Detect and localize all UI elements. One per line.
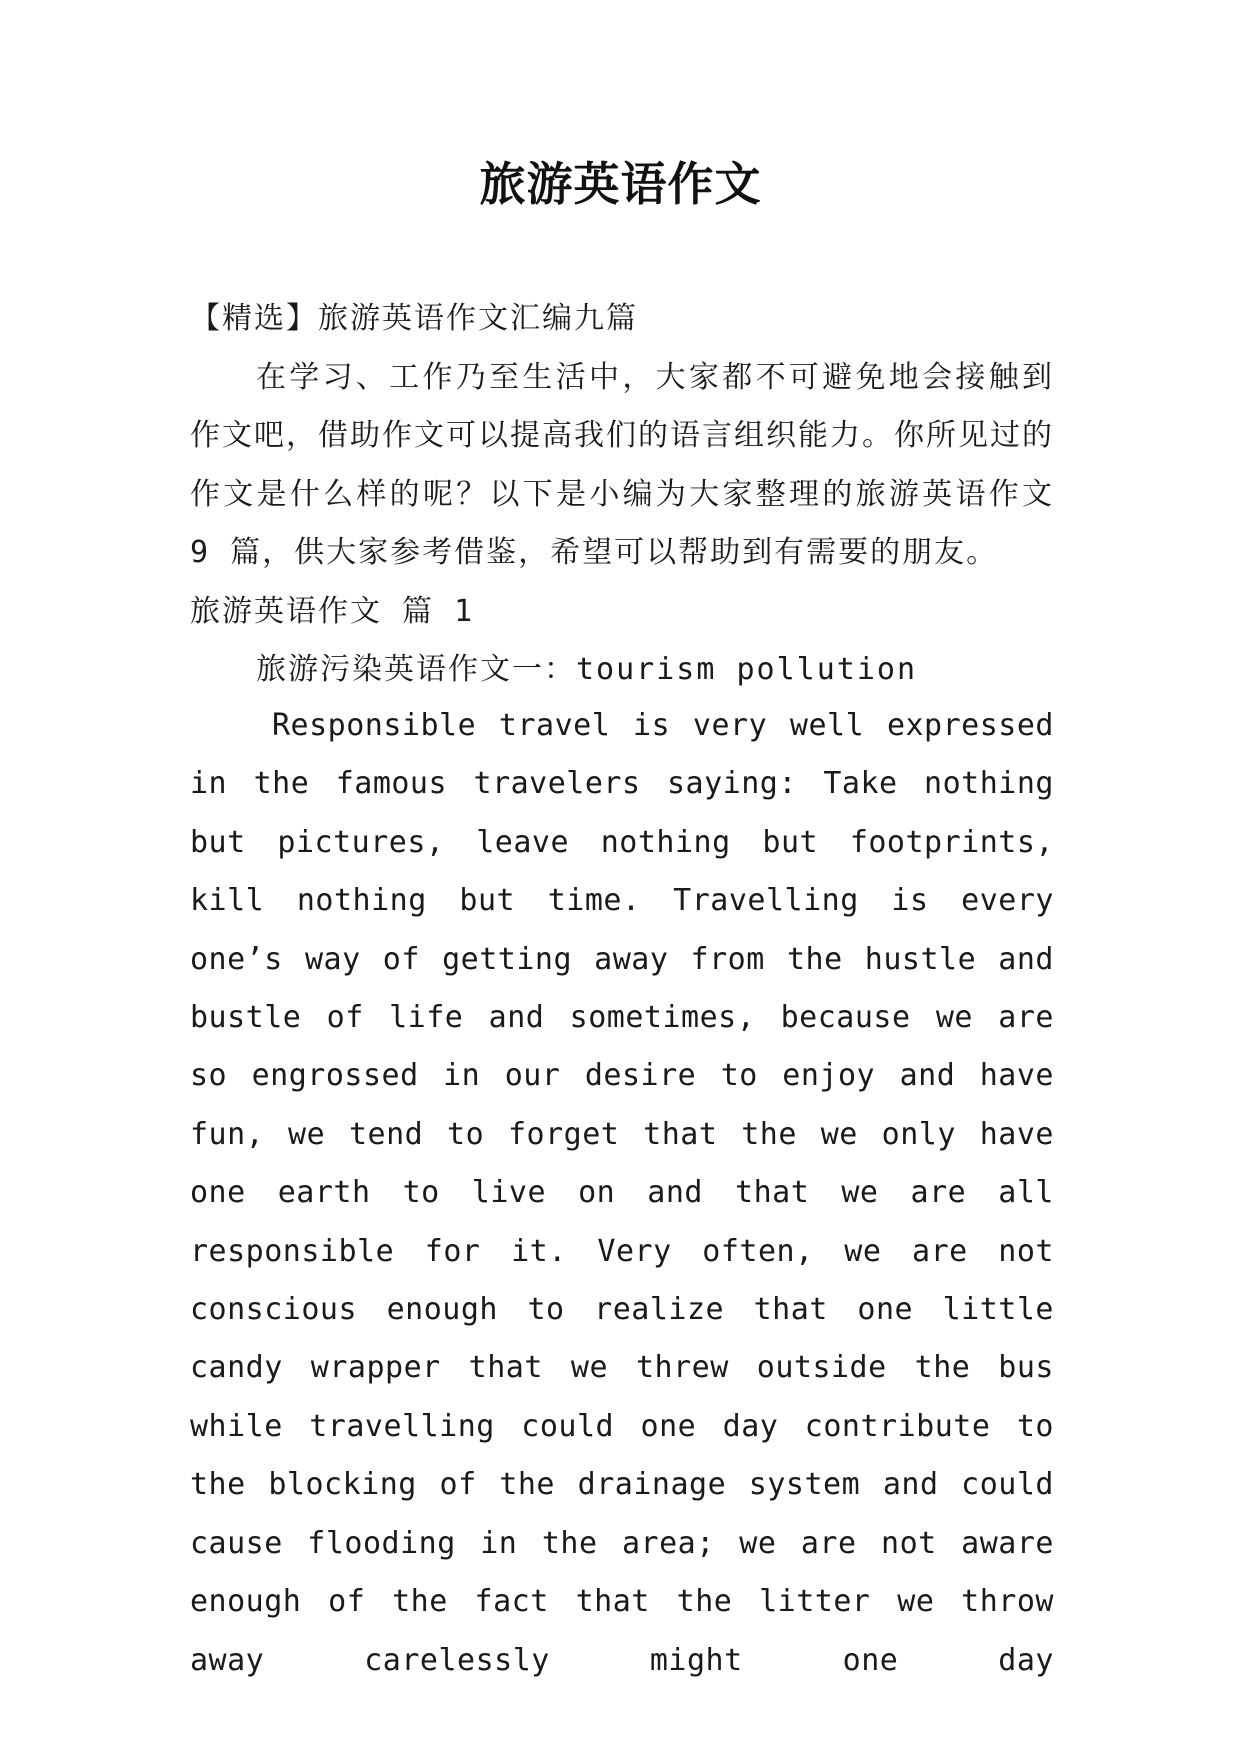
document-title: 旅游英语作文 (479, 157, 762, 211)
english-essay-block (190, 697, 1054, 1690)
document-subtitle: 【精选】旅游英语作文汇编九篇 (190, 301, 638, 336)
section-heading: 旅游英语作文 篇 1 (190, 593, 475, 629)
intro-paragraph: 在学习、工作乃至生活中，大家都不可避免地会接触到作文吧，借助作文可以提高我们的语言组织能力。你所见过的作文是什么样的呢？以下是小编为大家整理的旅游英语作文 9 篇，供大家参考借鉴，希望可以帮助到有需要的朋友。 (190, 359, 1054, 570)
essay-body: Responsible travel is very well expressed in the famous travelers saying: Take nothing but pictures, leave nothing but footprints, kill nothing but time. Travelling is every one’s way of getting away from the hustle and bustle of life and sometimes, because we are so engrossed in our desire to enjoy and have fun, we tend to forget that the we only have one earth to live on and that we are all responsible for it. Very often, we are not conscious enough to realize that one little candy wrapper that we threw outside the bus while travelling could one day contribute to the blocking of the drainage system and could cause flooding in the area; we are not aware enough of the fact that the litter we throw away carelessly might one day (190, 708, 1054, 1678)
essay-title: 旅游污染英语作文一：tourism pollution (256, 652, 918, 687)
chinese-intro-block (190, 290, 1054, 700)
